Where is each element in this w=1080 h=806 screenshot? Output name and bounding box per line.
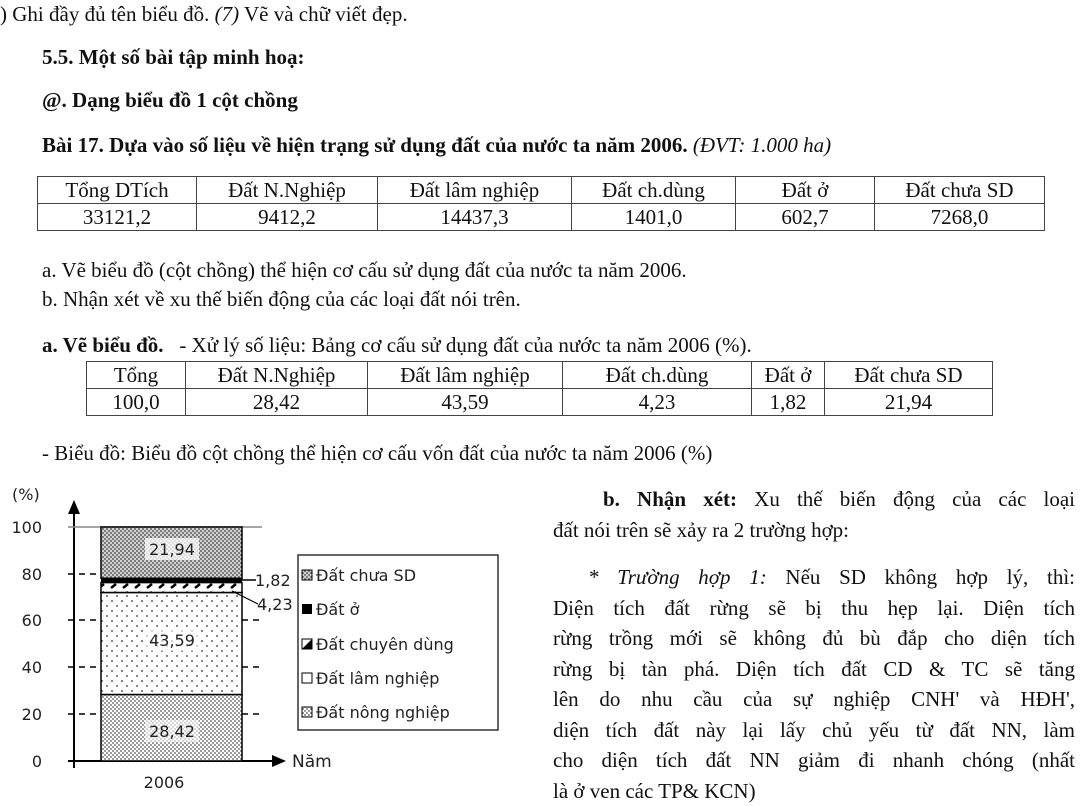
table-cell: 7268,0 — [875, 204, 1045, 231]
table-row — [38, 204, 1045, 231]
table-header-row — [87, 362, 993, 389]
subsection-title: @. Dạng biểu đồ 1 cột chồng — [42, 88, 298, 112]
table-header-cell: Đất ch.dùng — [572, 177, 736, 204]
case1-label: * Trường hợp 1: — [588, 565, 767, 589]
case1-line: Diện tích đất rừng sẽ bị thu hẹp lại. Diện tích — [553, 593, 1075, 624]
exercise-title: Bài 17. Dựa vào số liệu về hiện trạng sử dụng đất của nước ta năm 2006. — [42, 133, 688, 157]
table-header-cell: Đất chưa SD — [875, 177, 1045, 204]
legend-item: Đất chưa SD — [316, 566, 416, 585]
table-cell: 9412,2 — [197, 204, 378, 231]
table-cell: 602,7 — [736, 204, 875, 231]
section-title: 5.5. Một số bài tập minh hoạ: — [42, 45, 305, 69]
callout-label-dat-o: 1,82 — [255, 571, 291, 590]
table-header-cell: Đất N.Nghiệp — [197, 177, 378, 204]
answer-a-label: a. Vẽ biểu đồ. — [42, 333, 164, 357]
item-7-number: (7) — [215, 2, 240, 26]
chart-legend — [298, 555, 498, 730]
exercise-unit: (ĐVT: 1.000 ha) — [693, 133, 831, 157]
y-tick-label: 0 — [32, 752, 42, 771]
answer-b-paragraph — [553, 484, 1075, 806]
case1-line: lên do nhu cầu của sự nghiệp CNH' và HĐH', — [553, 684, 1075, 715]
table-header-row — [38, 177, 1045, 204]
y-tick-label: 80 — [22, 565, 42, 584]
table-cell: 1,82 — [752, 389, 825, 416]
table-cell: 14437,3 — [378, 204, 572, 231]
table-cell: 33121,2 — [38, 204, 197, 231]
table-cell: 4,23 — [563, 389, 752, 416]
table-header-cell: Tổng DTích — [38, 177, 197, 204]
item-7-text: Vẽ và chữ viết đẹp. — [244, 2, 408, 26]
table-header-cell: Đất ch.dùng — [563, 362, 752, 389]
y-axis-arrow-icon — [68, 500, 80, 514]
legend-item: Đất nông nghiệp — [316, 703, 450, 722]
table-cell: 43,59 — [368, 389, 563, 416]
land-area-table — [37, 176, 1045, 231]
table-header-cell: Tổng — [87, 362, 186, 389]
case1-line: diện tích đất này lại lấy chủ yếu từ đất NN, làm — [553, 715, 1075, 746]
y-tick-label: 20 — [22, 705, 42, 724]
answer-b-label: b. Nhận xét: — [603, 487, 737, 511]
case1-line: rừng trồng mới sẽ không đủ bù đắp cho diện tích — [553, 623, 1075, 654]
table-header-cell: Đất ở — [736, 177, 875, 204]
y-axis-label: (%) — [12, 485, 40, 504]
stacked-bar-chart — [0, 478, 520, 793]
question-b: b. Nhận xét về xu thế biến động của các loại đất nói trên. — [42, 287, 521, 311]
answer-b-line: đất nói trên sẽ xảy ra 2 trường hợp: — [553, 515, 1075, 546]
answer-b-line: b. Nhận xét: Xu thế biến động của các loại — [553, 484, 1075, 515]
legend-item: Đất chuyên dùng — [316, 635, 454, 654]
question-a: a. Vẽ biểu đồ (cột chồng) thể hiện cơ cấu sử dụng đất của nước ta năm 2006. — [42, 258, 687, 282]
y-tick-label: 100 — [11, 518, 42, 537]
x-axis-arrow-icon — [272, 755, 286, 767]
case1-line: rừng bị tàn phá. Diện tích đất CD & TC sẽ tăng — [553, 654, 1075, 685]
x-axis-label: Năm — [292, 752, 332, 772]
legend-swatch-dat-o-icon — [302, 604, 312, 614]
bar-segment-dat-chuyen-dung — [101, 583, 242, 593]
legend-swatch-dat-chua-sd-icon — [302, 570, 312, 580]
table-header-cell: Đất chưa SD — [825, 362, 993, 389]
y-tick-label: 40 — [22, 658, 42, 677]
case1-first-line: * Trường hợp 1: Nếu SD không hợp lý, thì: — [553, 562, 1075, 593]
legend-item: Đất ở — [316, 600, 360, 619]
legend-item: Đất lâm nghiệp — [316, 669, 439, 688]
header-prefix: ) Ghi đầy đủ tên biểu đồ. — [0, 2, 209, 26]
segment-label: 21,94 — [149, 540, 195, 559]
answer-a-processing: - Xử lý số liệu: Bảng cơ cấu sử dụng đất của nước ta năm 2006 (%). — [179, 333, 751, 357]
table-cell: 21,94 — [825, 389, 993, 416]
y-tick-label: 60 — [22, 611, 42, 630]
case1-line: cho diện tích đất NN giảm đi nhanh chóng (nhất — [553, 745, 1075, 776]
answer-a-heading — [42, 333, 752, 357]
table-row — [87, 389, 993, 416]
segment-label: 28,42 — [149, 722, 195, 741]
chart-caption: - Biểu đồ: Biểu đồ cột chồng thể hiện cơ cấu vốn đất của nước ta năm 2006 (%) — [42, 441, 712, 465]
legend-swatch-dat-lam-nghiep-icon — [302, 673, 312, 683]
legend-swatch-dat-nong-nghiep-icon — [302, 707, 312, 717]
table-cell: 100,0 — [87, 389, 186, 416]
callout-label-dat-chuyen-dung: 4,23 — [257, 595, 293, 614]
table-header-cell: Đất lâm nghiệp — [378, 177, 572, 204]
table-header-cell: Đất N.Nghiệp — [186, 362, 368, 389]
land-structure-table — [86, 361, 993, 416]
table-cell: 1401,0 — [572, 204, 736, 231]
table-header-cell: Đất lâm nghiệp — [368, 362, 563, 389]
table-cell: 28,42 — [186, 389, 368, 416]
exercise-heading — [42, 133, 831, 157]
x-category-label: 2006 — [144, 773, 185, 792]
segment-label: 43,59 — [149, 631, 195, 650]
header-line — [0, 2, 408, 26]
case1-line: là ở ven các TP& KCN) — [553, 776, 1075, 806]
table-header-cell: Đất ở — [752, 362, 825, 389]
